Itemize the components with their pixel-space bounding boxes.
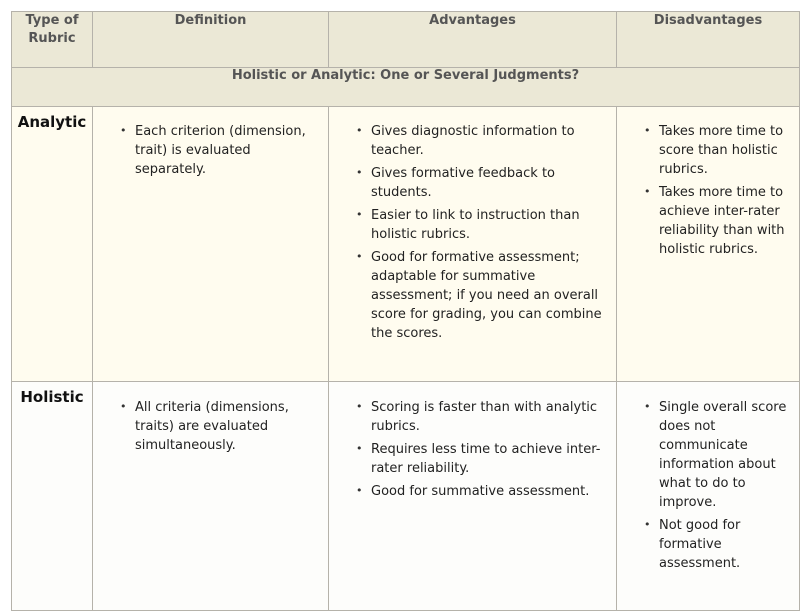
list-item: • Takes more time to achieve inter-rater reliability than with holistic rubrics. <box>643 183 791 259</box>
list-item: • Easier to link to instruction than holistic rubrics. <box>355 206 606 244</box>
header-row <box>12 12 800 68</box>
list-item: • Single overall score does not communicate information about what to do to improve. <box>643 398 791 512</box>
list-item: • Scoring is faster than with analytic rubrics. <box>355 398 606 436</box>
type-cell <box>12 107 93 382</box>
disadvantages-cell <box>617 382 800 611</box>
table-row-analytic <box>12 107 800 382</box>
rubric-comparison-table <box>11 11 800 611</box>
rubric-type-label: Analytic <box>17 113 87 131</box>
header-definition: Definition <box>93 12 329 68</box>
list-item: • Takes more time to score than holistic rubrics. <box>643 122 791 179</box>
disadvantages-cell <box>617 107 800 382</box>
advantages-cell <box>329 107 617 382</box>
rubric-type-label: Holistic <box>20 388 84 406</box>
type-cell <box>12 382 93 611</box>
header-type-of-rubric: Type of Rubric <box>12 12 93 68</box>
definition-cell <box>93 107 329 382</box>
disadvantages-list <box>643 122 791 259</box>
list-item: • Each criterion (dimension, trait) is evaluated separately. <box>119 122 320 179</box>
definition-list <box>119 122 320 179</box>
table-row-holistic <box>12 382 800 611</box>
header-disadvantages: Disadvantages <box>617 12 800 68</box>
advantages-list <box>355 398 606 501</box>
advantages-list <box>355 122 606 343</box>
header-advantages: Advantages <box>329 12 617 68</box>
subheader-row <box>12 68 800 107</box>
list-item: • Gives diagnostic information to teacher. <box>355 122 606 160</box>
subheader-title: Holistic or Analytic: One or Several Judgments? <box>12 68 800 107</box>
list-item: • Not good for formative assessment. <box>643 516 791 573</box>
list-item: • Good for summative assessment. <box>355 482 606 501</box>
list-item: • Requires less time to achieve inter-rater reliability. <box>355 440 606 478</box>
list-item: • Gives formative feedback to students. <box>355 164 606 202</box>
definition-cell <box>93 382 329 611</box>
list-item: • All criteria (dimensions, traits) are evaluated simultaneously. <box>119 398 320 455</box>
advantages-cell <box>329 382 617 611</box>
definition-list <box>119 398 320 455</box>
disadvantages-list <box>643 398 791 573</box>
list-item: • Good for formative assessment; adaptable for summative assessment; if you need an overall score for grading, you can combine the scores. <box>355 248 606 343</box>
